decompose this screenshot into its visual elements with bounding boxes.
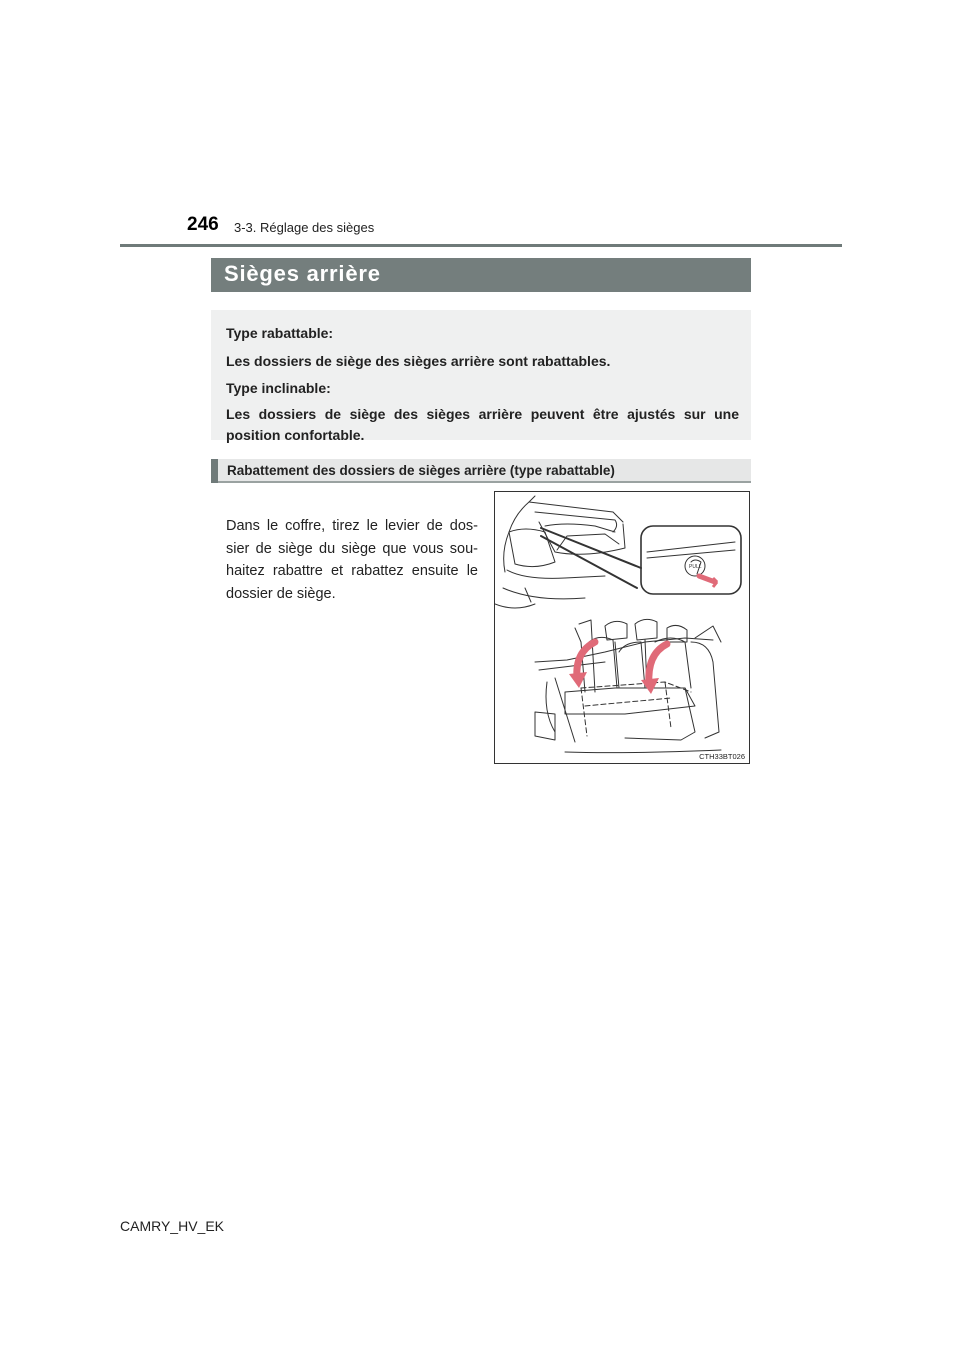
chapter-title: 3-3. Réglage des sièges [234,220,375,235]
instruction-line: sier de siège du siège que vous sou- [226,540,478,557]
figure-code: CTH33BT026 [699,752,745,761]
section-title-bar [211,258,751,292]
footer-model-code: CAMRY_HV_EK [120,1218,225,1234]
subsection-heading: Rabattement des dossiers de sièges arrière (type rabattable) [227,463,615,478]
header-rule [120,244,842,247]
page-number: 246 [187,214,219,235]
instruction-line: haitez rabattre et rabattez ensuite le [226,563,478,580]
info-line-inclinable-desc-2: position confortable. [226,427,365,443]
instruction-line: Dans le coffre, tirez le levier de dos- [226,518,478,534]
rear-seat-illustration [494,491,750,764]
page-title: Sièges arrière [224,261,381,286]
illustration-drawing [495,492,749,763]
pull-label: PULL [689,564,702,570]
info-line-type-rabattable: Type rabattable: [226,325,334,341]
info-line-type-inclinable: Type inclinable: [226,380,331,396]
subsection-heading-bar [211,459,751,483]
info-line-inclinable-desc-1: Les dossiers de siège des sièges arrière peuvent être ajustés sur une [226,406,739,422]
subsection-accent [211,459,218,483]
instruction-line: dossier de siège. [226,586,336,603]
info-box [211,310,751,443]
info-line-rabattable-desc: Les dossiers de siège des sièges arrière sont rabattables. [226,353,611,369]
instruction-text [226,515,478,606]
fold-arrow-right-icon [649,644,667,684]
